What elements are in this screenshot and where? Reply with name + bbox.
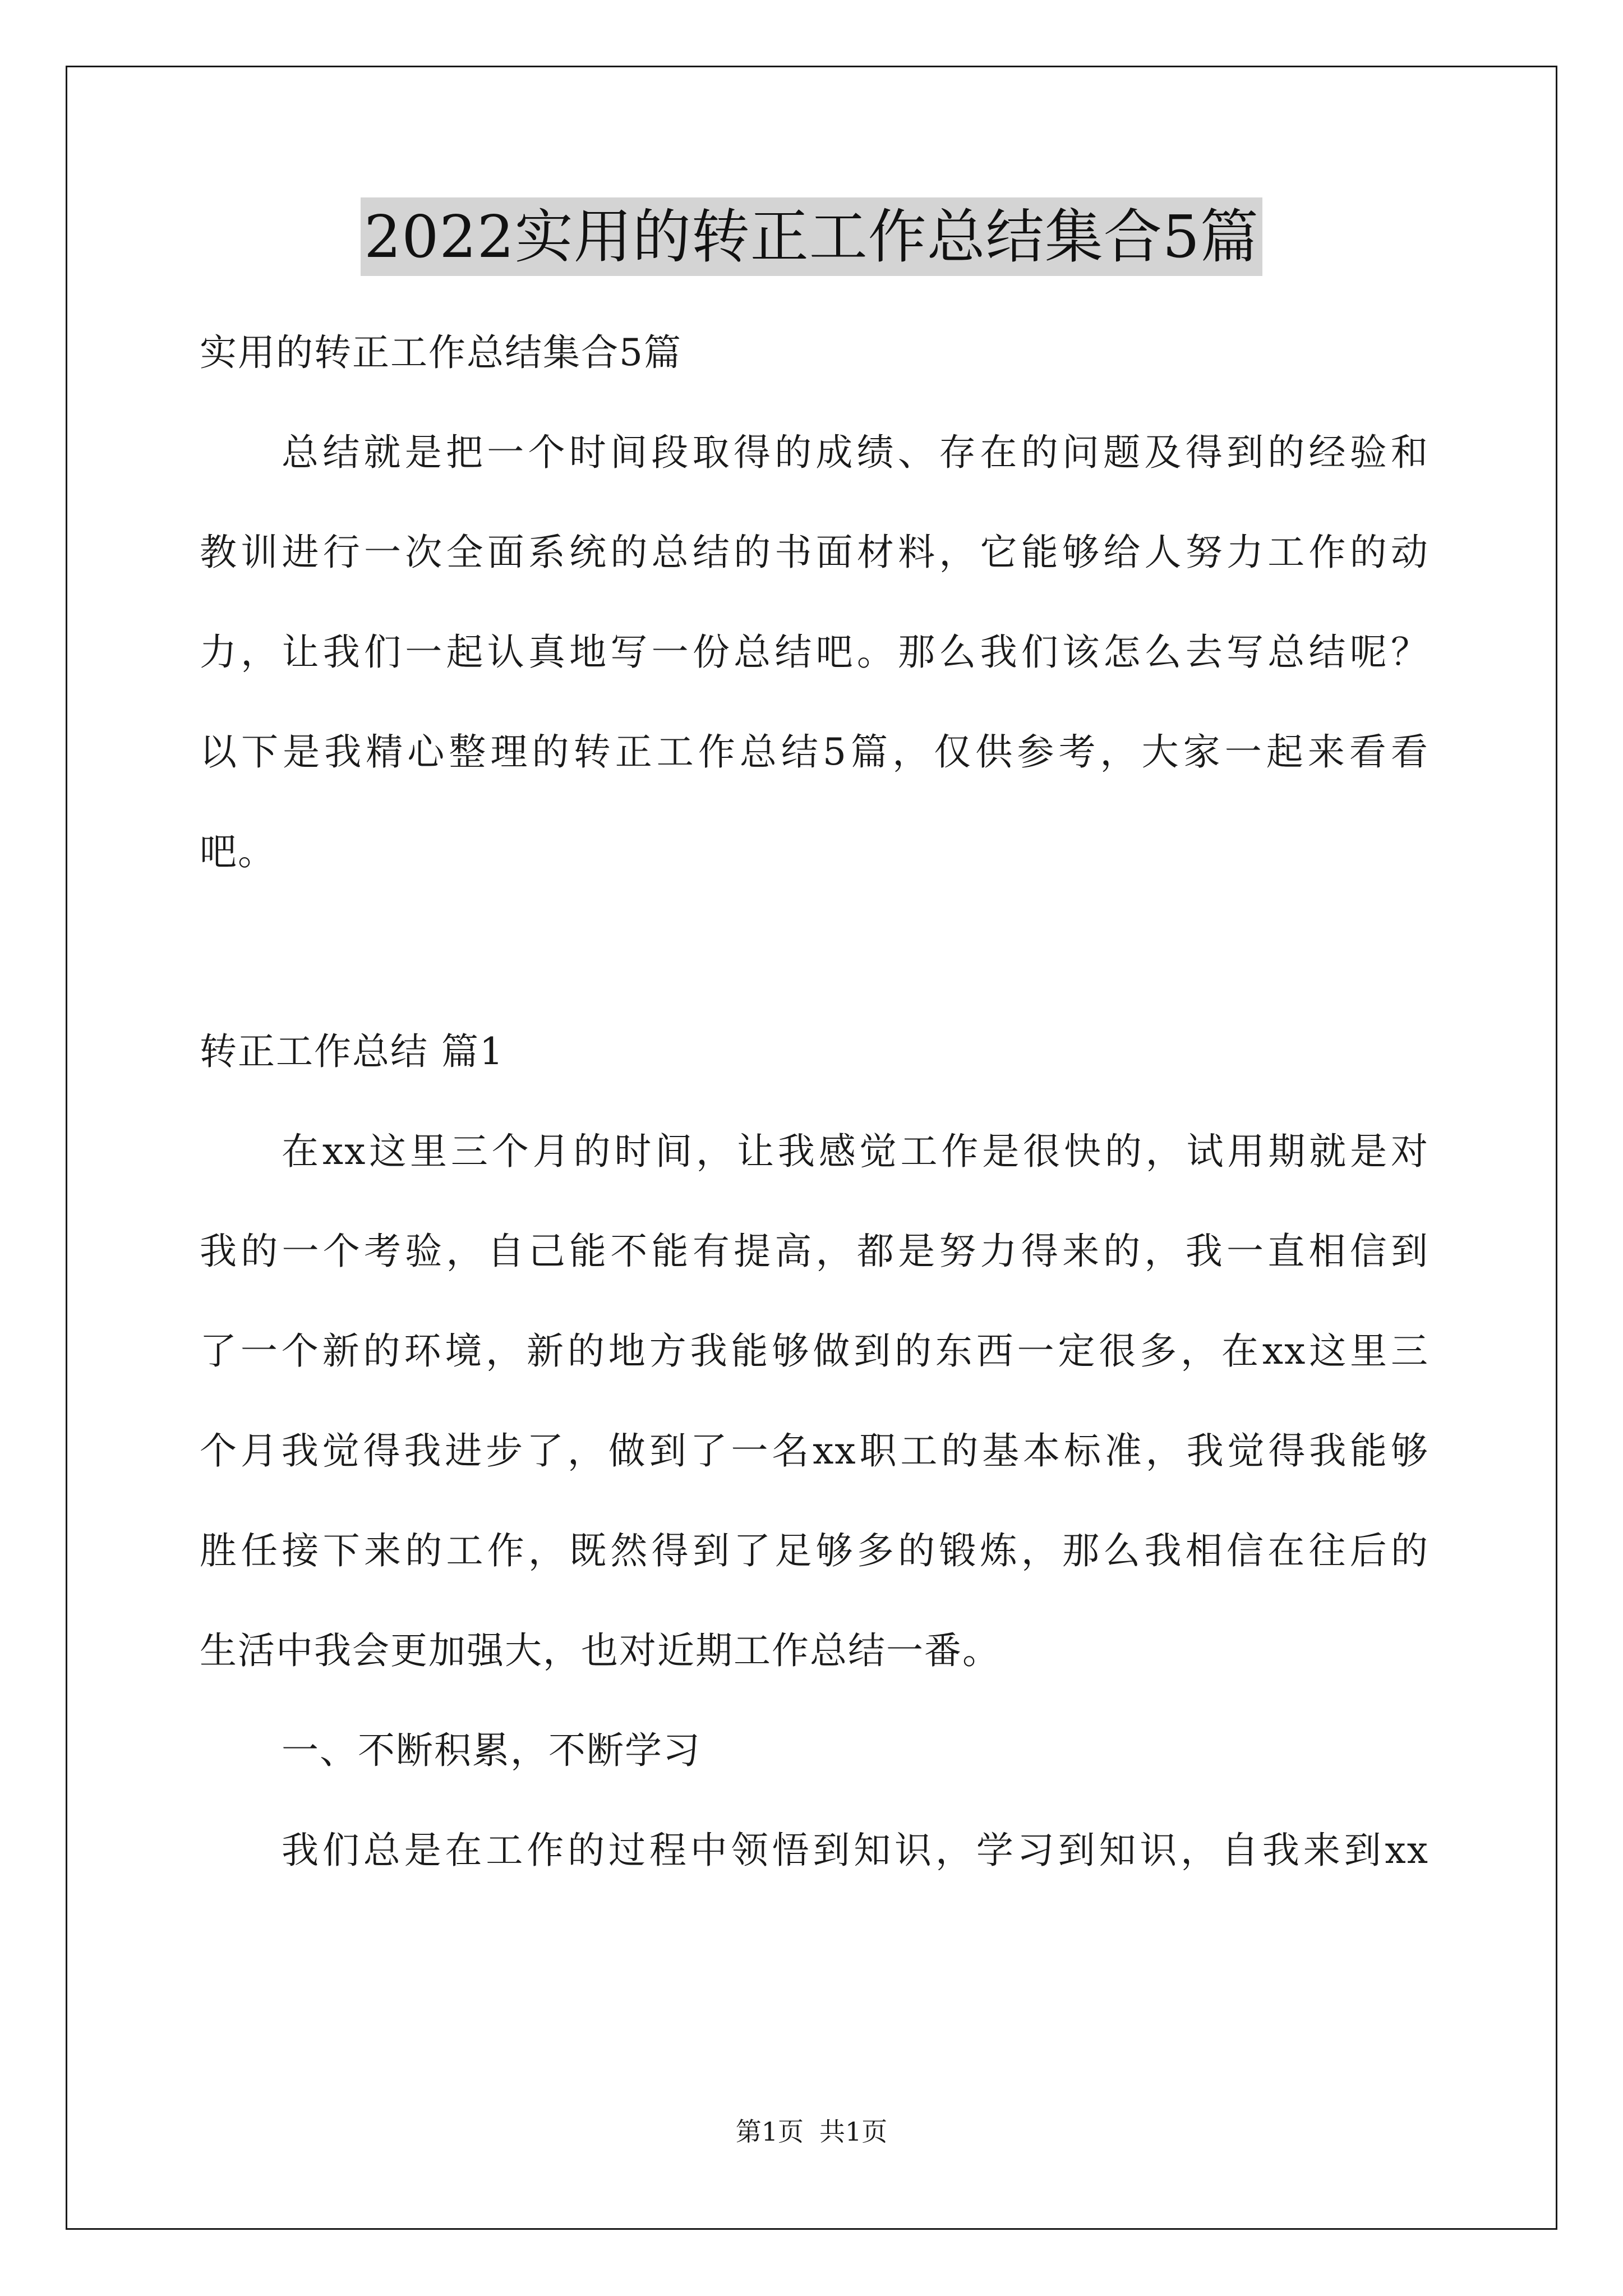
point-heading: 一、不断积累，不断学习 (282, 1729, 701, 1772)
subtitle: 实用的转正工作总结集合5篇 (200, 331, 682, 374)
section-line-5: 胜任接下来的工作，既然得到了足够多的锻炼，那么我相信在往后的 (200, 1529, 1429, 1572)
paragraph-spacer (200, 902, 1429, 1002)
section-line-1: 在xx这里三个月的时间，让我感觉工作是很快的，试用期就是对 (282, 1130, 1429, 1173)
document-title: 2022实用的转正工作总结集合5篇 (361, 197, 1262, 276)
page-total: 共1页 (819, 2116, 888, 2147)
page-number: 第1页 (735, 2116, 804, 2147)
intro-line-2: 教训进行一次全面系统的总结的书面材料，它能够给人努力工作的动 (200, 531, 1429, 574)
intro-line-3: 力，让我们一起认真地写一份总结吧。那么我们该怎么去写总结呢？ (200, 631, 1429, 674)
title-container (0, 197, 1623, 276)
section-line-2: 我的一个考验，自己能不能有提高，都是努力得来的，我一直相信到 (200, 1230, 1429, 1273)
section-line-3: 了一个新的环境，新的地方我能够做到的东西一定很多，在xx这里三 (200, 1329, 1429, 1373)
section-line-6: 生活中我会更加强大，也对近期工作总结一番。 (200, 1629, 1000, 1672)
intro-line-4: 以下是我精心整理的转正工作总结5篇，仅供参考，大家一起来看看 (200, 730, 1429, 774)
intro-line-1: 总结就是把一个时间段取得的成绩、存在的问题及得到的经验和 (282, 431, 1429, 474)
page-footer (0, 2115, 1623, 2148)
section-line-4: 个月我觉得我进步了，做到了一名xx职工的基本标准，我觉得我能够 (200, 1429, 1429, 1473)
intro-line-5: 吧。 (200, 830, 276, 873)
section-heading: 转正工作总结 篇1 (200, 1030, 504, 1073)
last-line: 我们总是在工作的过程中领悟到知识，学习到知识，自我来到xx (282, 1829, 1429, 1872)
document-body (200, 303, 1429, 1901)
